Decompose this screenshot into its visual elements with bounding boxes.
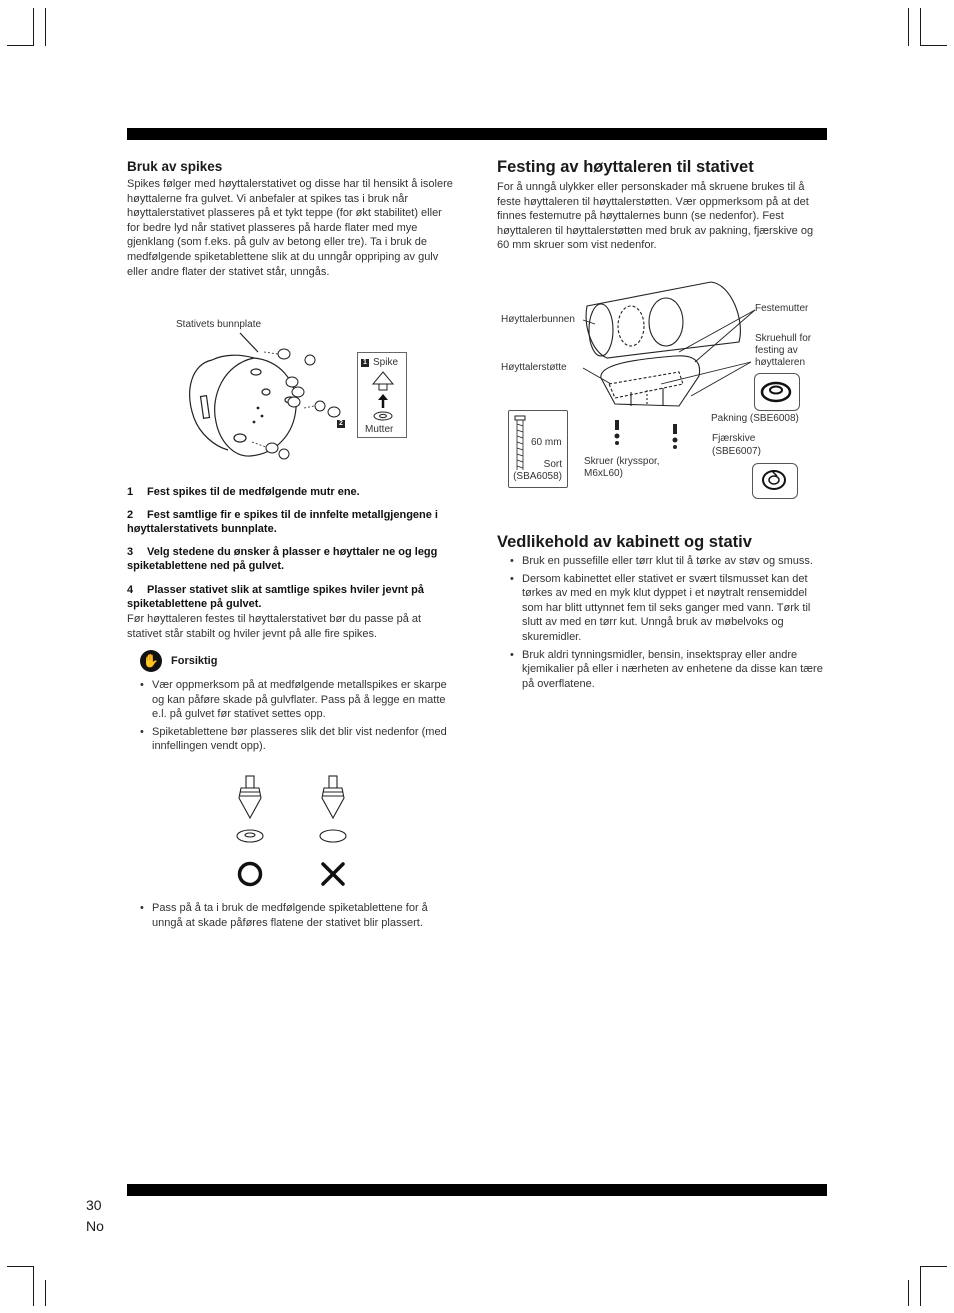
- gasket-icon: [760, 378, 792, 404]
- crop-mark: [921, 1266, 947, 1267]
- screw-length-label: 60 mm: [531, 437, 562, 448]
- screw-color-label: Sort (SBA6058): [513, 459, 562, 482]
- footer-bar: [127, 1184, 827, 1196]
- mount-heading: Festing av høyttaleren til stativet: [497, 158, 754, 176]
- crop-mark: [920, 8, 921, 46]
- spike-part-illustration: [368, 370, 398, 426]
- base-plate-label: Stativets bunnplate: [176, 319, 262, 330]
- step-text: Plasser stativet slik at samtlige spikes hviler jevnt på spiketablettene på gulvet.: [127, 584, 424, 610]
- marker-2: 2: [337, 420, 345, 428]
- crop-mark: [908, 1280, 909, 1306]
- header-bar: [127, 128, 827, 140]
- speaker-support-label: Høyttalerstøtte: [501, 362, 567, 373]
- mount-paragraph: For å unngå ulykker eller personskader må skruene brukes til å feste høyttaleren til høyttalerstøtten. Vær oppmerksom på at det finnes festemutre på høyttalernes bunn (se nedenfor). Fest høyttaleren til høyttalerstøtten med bruk av pakning, fjærskive og 60 mm skruer som vist nedenfor.: [497, 181, 814, 252]
- step-text: Fest samtlige fir e spikes til de innfelte metallgjengene i høyttalerstativets bunnplate.: [127, 509, 438, 535]
- spring-washer-label: Fjærskive (SBE6007): [712, 433, 761, 457]
- marker-1: 1: [361, 359, 369, 367]
- crop-mark: [33, 1266, 34, 1306]
- spring-washer-icon: [760, 467, 788, 493]
- speaker-bottom-label: Høyttalerbunnen: [501, 314, 575, 325]
- step-4: [127, 583, 457, 611]
- crop-mark: [45, 1280, 46, 1306]
- final-bullet: • Pass på å ta i bruk de medfølgende spiketablettene for å unngå at skade påføres flatene der stativet blir plassert.: [140, 901, 458, 930]
- step-text: Fest spikes til de medfølgende mutr ene.: [147, 486, 360, 498]
- step-text: Velg stedene du ønsker å plasser e høyttaler ne og legg spiketablettene ned på gulvet.: [127, 546, 438, 572]
- caution-list: [140, 678, 458, 754]
- hand-caution-icon: ✋: [140, 650, 162, 672]
- crop-mark: [920, 1266, 921, 1306]
- caution-item: • Spiketablettene bør plasseres slik det blir vist nedenfor (med innfellingen vendt opp).: [140, 725, 458, 754]
- maintenance-heading: Vedlikehold av kabinett og stativ: [497, 533, 752, 551]
- language-code: No: [86, 1218, 104, 1234]
- step-number: 1: [127, 486, 134, 498]
- crop-mark: [45, 8, 46, 46]
- gasket-label: Pakning (SBE6008): [711, 413, 799, 424]
- spike-label: Spike: [373, 357, 399, 368]
- crop-mark: [908, 8, 909, 46]
- caution-label: Forsiktig: [171, 655, 218, 667]
- fastening-nut-label: Festemutter: [755, 303, 809, 314]
- crop-mark: [7, 1266, 33, 1267]
- step-2: [127, 508, 457, 536]
- step-number: 3: [127, 546, 134, 558]
- maintenance-item: • Dersom kabinettet eller stativet er svært tilsmusset kan det tørkes av med en myk klut dyppet i et nøytralt rensemiddel som har blitt uttynnet fem til seks ganger med vann. Tørk til slutt av med en tørr kut. Unngå bruk av møbelvoks og skuremidler.: [510, 572, 825, 645]
- maintenance-list: [510, 554, 825, 691]
- crop-mark: [921, 45, 947, 46]
- step-1: [127, 485, 457, 499]
- tablet-placement-illustration: [228, 772, 358, 890]
- crop-mark: [7, 45, 33, 46]
- screw-hole-label: Skruehull for festing av høyttaleren: [755, 333, 812, 368]
- page-number: 30: [86, 1197, 102, 1213]
- step-4-note: Før høyttaleren festes til høyttalerstativet bør du passe på at stativet står stabilt og hviler jevnt på alle fire spikes.: [127, 613, 422, 640]
- step-3: [127, 545, 457, 573]
- step-number: 2: [127, 509, 134, 521]
- crop-mark: [33, 8, 34, 46]
- spikes-heading: Bruk av spikes: [127, 159, 223, 174]
- nut-label: Mutter: [365, 424, 394, 435]
- maintenance-item: • Bruk en pussefille eller tørr klut til å tørke av støv og smuss.: [510, 554, 825, 569]
- final-note: [140, 901, 458, 930]
- caution-item: • Vær oppmerksom på at medfølgende metallspikes er skarpe og kan påføre skade på gulvflater. Pass på å legge en matte e.l. på gulvet før stativet settes opp.: [140, 678, 458, 722]
- spikes-paragraph: Spikes følger med høyttalerstativet og disse har til hensikt å isolere høyttalerne fra gulvet. Vi anbefaler at spikes tas i bruk når høyttalerstativet plasseres på et tykt teppe (for økt stabilitet) eller for bedre lyd når stativet plasseres på harde flater med mye gjenklang (som f.eks. på gulv av betong eller tre). Ta i bruk de medfølgende spiketablettene slik at du unngår oppriping av gulv eller andre flater der stativet står, unngås.: [127, 178, 453, 278]
- screws-label: Skruer (krysspor, M6xL60): [584, 456, 660, 479]
- step-number: 4: [127, 584, 134, 596]
- maintenance-item: • Bruk aldri tynningsmidler, bensin, insektspray eller andre kjemikalier på eller i nærheten av enhetene da disse kan tære på overflatene.: [510, 648, 825, 692]
